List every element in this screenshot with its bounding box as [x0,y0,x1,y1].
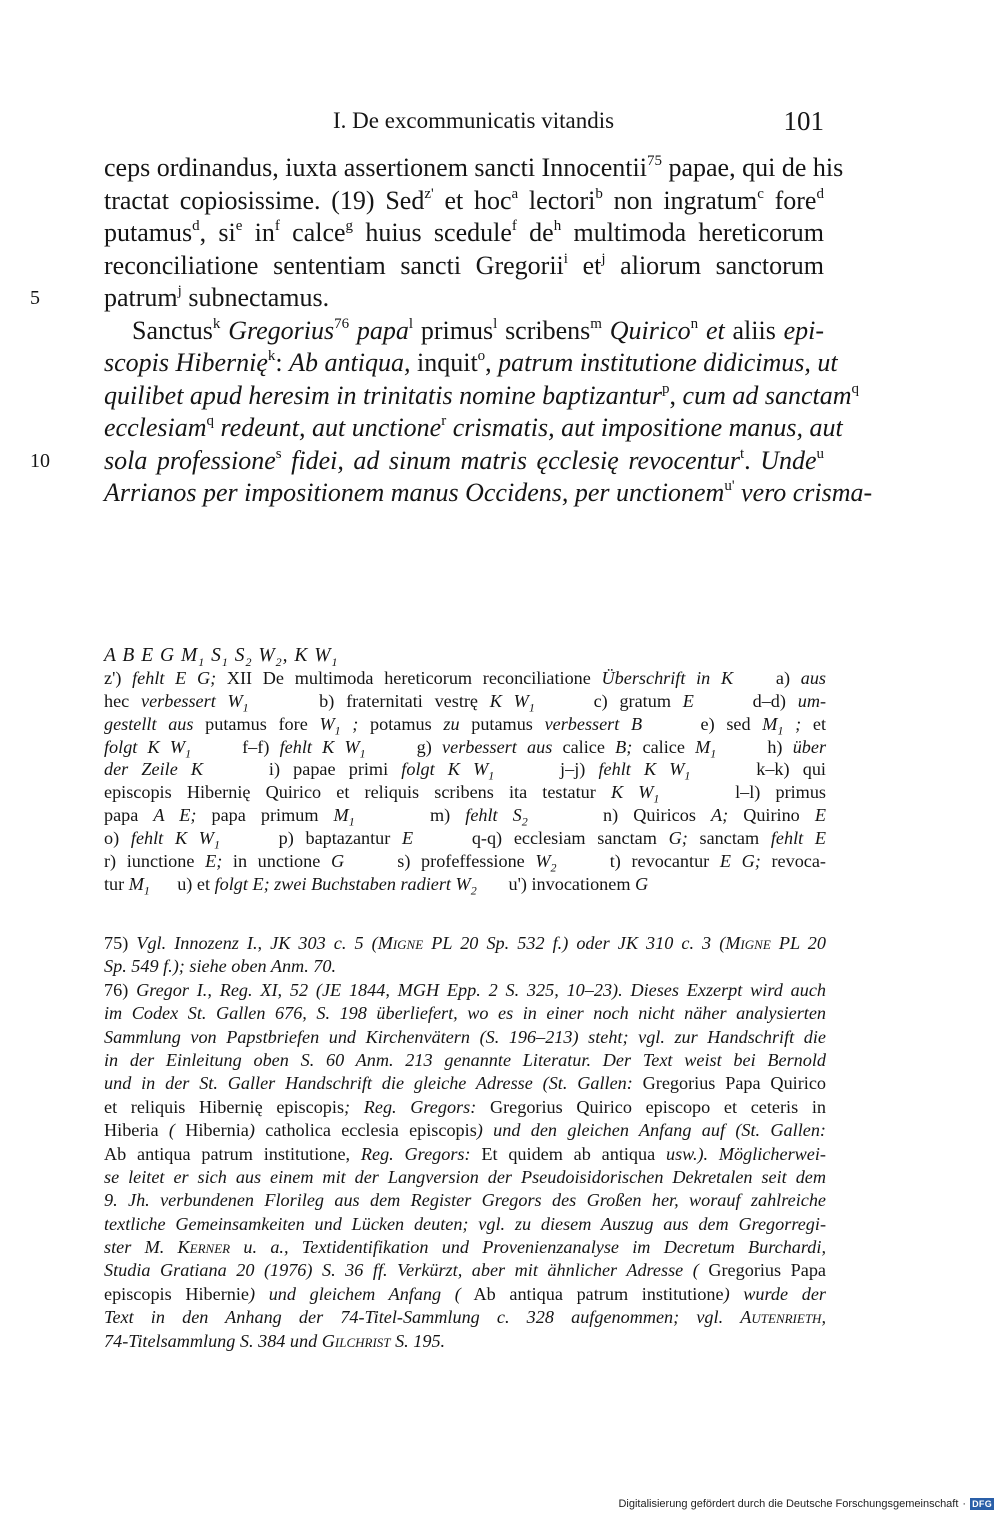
text-line: Arrianos per impositionem manus Occidens, per unctionem$^{u'}$ vero crisma- [104,478,873,507]
footnote-line: 9. Jh. verbundenen Florileg aus dem Register Gregors des Großen her, worauf zahlreiche [104,1190,826,1211]
apparatus-line: gestellt aus putamus fore $W_1$ ; potamus zu putamus verbessert B e) sed $M_1$ ; et [104,713,826,738]
critical-apparatus [104,644,826,896]
apparatus-line: episcopis Hibernię Quirico et reliquis scribens ita testatur K $W_1$ l–l) primus [104,782,826,806]
footnote-line: Ab antiqua patrum institutione, Reg. Gregors: Et quidem ab antiqua usw.). Möglicherwei- [104,1143,826,1164]
apparatus-line: folgt K $W_1$ f–f) fehlt K $W_1$ g) verbessert aus calice B; calice $M_1$ h) über [104,736,827,761]
apparatus-line: o) fehlt K $W_1$ p) baptazantur E q-q) ecclesiam sanctam G; sanctam fehlt E [104,828,827,852]
page-number: 101 [783,106,824,136]
text-line: tractat copiosissime. (19) Sed$^{z'}$ et hoc$^a$ lectori$^b$ non ingratum$^c$ fore$^d$ [104,185,824,215]
line-number: 5 [30,287,40,309]
text-line: Sanctus$^k$ Gregorius$^{76}$ papa$^l$ primus$^l$ scribens$^m$ Quirico$^n$ et aliis epi- [132,315,825,345]
text-line: ceps ordinandus, iuxta assertionem sancti Innocentii$^{75}$ papae, qui de his [104,153,844,182]
sigla-line: A B E G $M_1$ $S_1$ $S_2$ $W_2$, K $W_1$ [104,645,339,669]
funding-notice: Digitalisierung gefördert durch die Deutsche Forschungsgemeinschaft · DFG [618,1498,992,1510]
footnote-line: Sammlung von Papstbriefen und Kirchenvätern (S. 196–213) steht; vgl. zur Handschrift die [104,1026,826,1047]
footnote-line: et reliquis Hibernię episcopis; Reg. Gregors: Gregorius Quirico episcopo et ceteris in [104,1096,827,1117]
footnote-line: in der Einleitung oben S. 60 Anm. 213 genannte Literatur. Der Text weist bei Bernold [104,1049,826,1070]
apparatus-line: der Zeile K i) papae primi folgt K $W_1$ j–j) fehlt K $W_1$ k–k) qui [104,759,826,784]
text-line: quilibet apud heresim in trinitatis nomine baptizantur$^p$, cum ad sanctam$^q$ [104,380,860,410]
text-line: putamus$^d$, $si^e$ $in^f$ calce$^g$ huius scedule$^f$ $de^h$ multimoda hereticorum [104,218,824,247]
apparatus-line: r) iunctione E; in unctione G s) profeffessione $W_2$ t) revocantur E G; revoca- [104,851,826,875]
footnote-line: Sp. 549 f.); siehe oben Anm. 70. [104,956,337,977]
text-line: scopis Hibernię$^k$: Ab antiqua, inquit$^o$, patrum institutione didicimus, ut [104,348,838,377]
page-header [104,108,824,142]
text-line: 5 patrum$^j$ subnectamus. [104,282,824,315]
main-text [30,152,873,510]
footnote-line: und in der St. Galler Handschrift die gleiche Adresse (St. Gallen: Gregorius Papa Quirico [104,1073,826,1094]
footnote-line: textliche Gemeinsamkeiten und Lücken deuten; vgl. zu diesem Auszug aus dem Gregorregi- [104,1213,826,1234]
footnote-line: ster M. Kerner u. a., Textidentifikation und Provenienzanalyse im Decretum Burchardi, [104,1237,826,1258]
apparatus-line: z') fehlt E G; XII De multimoda hereticorum reconciliatione Überschrift in K a) aus [104,667,826,688]
text-line: 10 sola professione$^s$ fidei, ad sinum matris ęcclesię revocentur$^t$. Unde$^u$ [104,445,824,478]
running-title: I. De excommunicatis vitandis [333,108,615,133]
apparatus-line: papa A E; papa primum $M_1$ m) fehlt $S_2$ n) Quiricos A; Quirino E [104,805,826,829]
text-line: ecclesiam$^q$ redeunt, aut unctione$^r$ crismatis, aut impositione manus, aut [104,413,843,442]
footnote-line: Studia Gratiana 20 (1976) S. 36 ff. Verkürzt, aber mit ähnlicher Adresse ( Gregorius Papa [104,1260,826,1281]
funding-text: Digitalisierung gefördert durch die Deutsche Forschungsgemeinschaft [618,1498,959,1510]
footnote-line: Hiberia ( Hibernia) catholica ecclesia episcopis) und den gleichen Anfang auf (St. Gallen: [104,1120,826,1141]
footnote-line: 74-Titelsammlung S. 384 und Gilchrist S. 195. [104,1330,446,1351]
apparatus-line: hec verbessert $W_1$ b) fraternitati vestrę K $W_1$ c) gratum E d–d) um- [104,690,827,715]
footnote-line: episcopis Hibernie) und gleichem Anfang ( Ab antiqua patrum institutione) wurde der [104,1283,826,1304]
footnote-line: se leitet er sich aus einem mit der Langversion der Pseudoisidorischen Dekretalen seit dem [104,1166,826,1187]
footnotes [104,932,826,1353]
apparatus-line: tur $M_1$ u) et folgt E; zwei Buchstaben radiert $W_2$ u') invocationem G [104,873,649,898]
footnote-line: 76) Gregor I., Reg. XI, 52 (JE 1844, MGH Epp. 2 S. 325, 10–23). Dieses Exzerpt wird auch [104,979,826,1000]
footnote-line: Text in den Anhang der 74-Titel-Sammlung c. 328 aufgenommen; vgl. Autenrieth, [104,1307,826,1328]
text-line: reconciliatione sententiam sancti Gregorii$^i$ $et^j$ aliorum sanctorum [104,250,824,280]
footnote-line: 75) Vgl. Innozenz I., JK 303 c. 5 (Migne PL 20 Sp. 532 f.) oder JK 310 c. 3 (Migne PL 20 [104,933,826,953]
line-number: 10 [30,449,50,472]
footnote-line: im Codex St. Gallen 676, S. 198 überliefert, wo es in einer noch nicht näher analysierten [104,1003,826,1024]
dfg-logo: DFG [972,1499,992,1509]
